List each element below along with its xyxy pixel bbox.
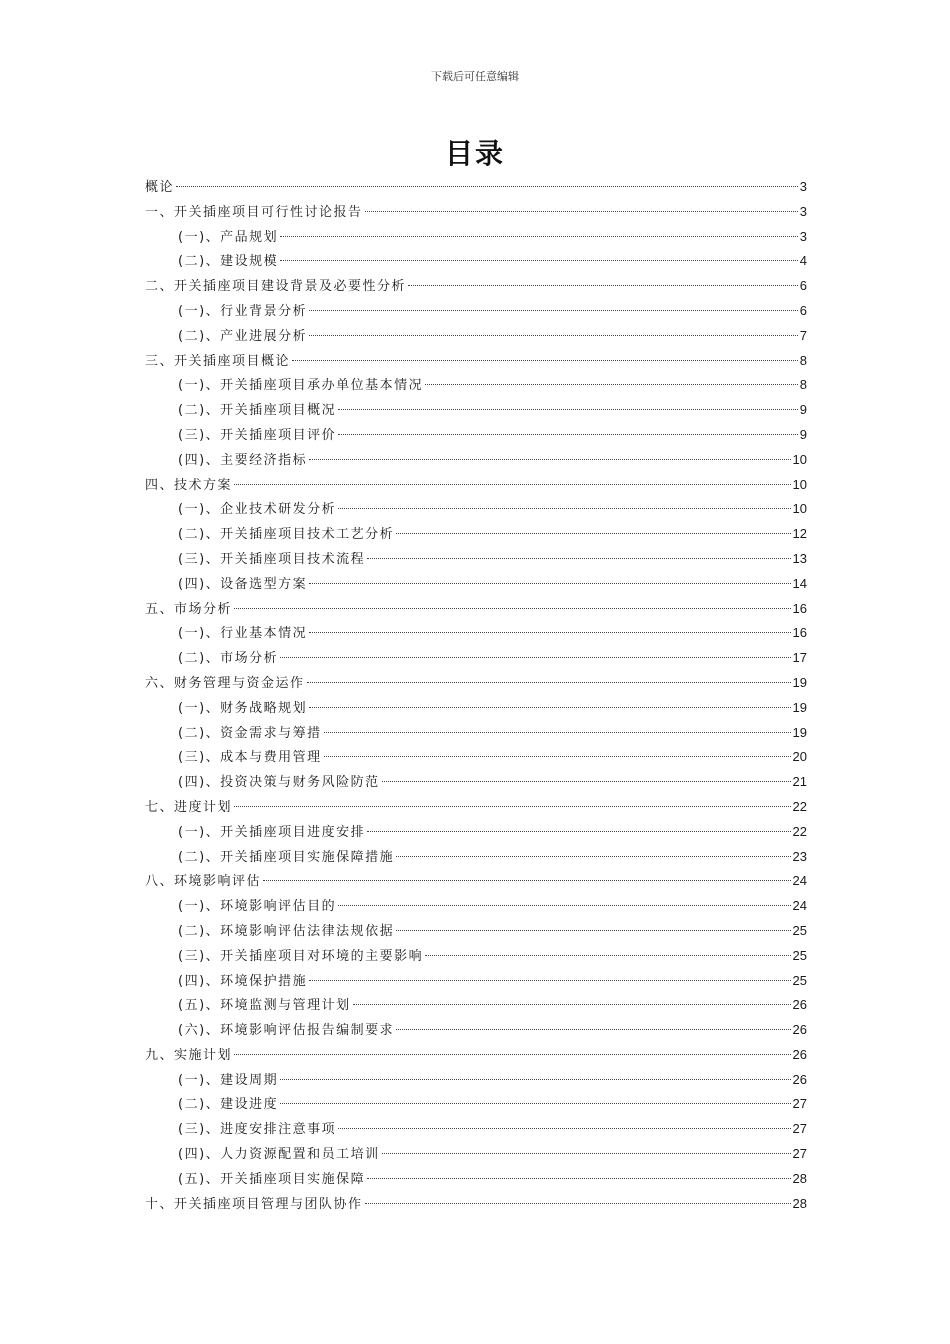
toc-entry-text: 七、进度计划 — [145, 799, 233, 815]
toc-entry-page: 17 — [792, 650, 807, 666]
toc-entry-page: 8 — [799, 377, 807, 393]
toc-dot-leader — [280, 657, 790, 658]
toc-entry[interactable] — [145, 671, 807, 696]
toc-entry-page: 28 — [792, 1195, 807, 1211]
toc-entry-text: (二)、资金需求与筹措 — [178, 725, 322, 741]
toc-dot-leader — [234, 608, 791, 609]
toc-entry-page: 25 — [792, 922, 807, 938]
toc-entry-text: (四)、人力资源配置和员工培训 — [178, 1147, 380, 1163]
toc-dot-leader — [280, 260, 798, 261]
toc-entry-text: (二)、开关插座项目实施保障措施 — [178, 849, 395, 865]
toc-entry-text: (一)、行业基本情况 — [178, 626, 308, 642]
toc-entry[interactable] — [145, 1167, 807, 1192]
toc-entry-text: 六、财务管理与资金运作 — [145, 675, 305, 691]
toc-entry-text: (四)、主要经济指标 — [178, 452, 308, 468]
toc-entry[interactable] — [145, 919, 807, 944]
toc-entry[interactable] — [145, 770, 807, 795]
toc-dot-leader — [280, 1103, 790, 1104]
toc-entry-text: (三)、开关插座项目对环境的主要影响 — [178, 948, 424, 964]
toc-entry-page: 16 — [792, 600, 807, 616]
toc-dot-leader — [309, 583, 790, 584]
toc-entry[interactable] — [145, 820, 807, 845]
toc-entry-text: (二)、建设进度 — [178, 1097, 279, 1113]
toc-entry-text: (二)、建设规模 — [178, 254, 279, 270]
toc-entry-text: (三)、进度安排注意事项 — [178, 1122, 337, 1138]
toc-dot-leader — [367, 831, 790, 832]
toc-entry-page: 25 — [792, 972, 807, 988]
toc-entry[interactable] — [145, 200, 807, 225]
toc-dot-leader — [396, 533, 790, 534]
toc-dot-leader — [396, 930, 790, 931]
toc-entry[interactable] — [145, 1192, 807, 1217]
toc-entry[interactable] — [145, 324, 807, 349]
toc-entry-page: 27 — [792, 1146, 807, 1162]
toc-entry-text: (三)、成本与费用管理 — [178, 750, 322, 766]
toc-dot-leader — [280, 1079, 790, 1080]
toc-entry-page: 19 — [792, 699, 807, 715]
toc-dot-leader — [324, 732, 791, 733]
toc-entry-page: 23 — [792, 848, 807, 864]
toc-entry-page: 7 — [799, 327, 807, 343]
toc-entry[interactable] — [145, 745, 807, 770]
toc-dot-leader — [338, 905, 790, 906]
toc-entry-text: (二)、市场分析 — [178, 651, 279, 667]
toc-entry-page: 27 — [792, 1096, 807, 1112]
toc-entry-page: 12 — [792, 526, 807, 542]
toc-entry-page: 19 — [792, 724, 807, 740]
toc-entry[interactable] — [145, 795, 807, 820]
toc-entry-text: 一、开关插座项目可行性讨论报告 — [145, 204, 363, 220]
toc-entry-text: (二)、产业进展分析 — [178, 328, 308, 344]
toc-dot-leader — [309, 632, 790, 633]
toc-entry-text: (四)、设备选型方案 — [178, 576, 308, 592]
toc-entry-text: 概论 — [145, 180, 175, 195]
toc-entry-text: (一)、产品规划 — [178, 229, 279, 245]
toc-entry-page: 3 — [799, 203, 807, 219]
toc-entry-page: 26 — [792, 1071, 807, 1087]
toc-dot-leader — [309, 335, 798, 336]
toc-entry[interactable] — [145, 448, 807, 473]
toc-dot-leader — [324, 756, 791, 757]
toc-entry-text: (四)、投资决策与财务风险防范 — [178, 775, 380, 791]
toc-entry[interactable] — [145, 721, 807, 746]
toc-dot-leader — [234, 806, 791, 807]
toc-entry-page: 27 — [792, 1121, 807, 1137]
toc-entry-page: 28 — [792, 1170, 807, 1186]
toc-entry-text: (五)、开关插座项目实施保障 — [178, 1171, 366, 1187]
toc-entry[interactable] — [145, 175, 807, 200]
toc-entry[interactable] — [145, 993, 807, 1018]
toc-entry-text: (一)、企业技术研发分析 — [178, 502, 337, 518]
toc-entry[interactable] — [145, 522, 807, 547]
toc-entry-text: 二、开关插座项目建设背景及必要性分析 — [145, 279, 407, 295]
toc-list — [145, 175, 807, 1216]
toc-dot-leader — [338, 409, 798, 410]
toc-dot-leader — [365, 211, 798, 212]
toc-entry[interactable] — [145, 398, 807, 423]
toc-entry[interactable] — [145, 894, 807, 919]
toc-entry-page: 26 — [792, 1046, 807, 1062]
toc-entry-text: (三)、开关插座项目技术流程 — [178, 551, 366, 567]
toc-dot-leader — [309, 707, 790, 708]
toc-entry-page: 16 — [792, 625, 807, 641]
toc-entry-page: 10 — [792, 501, 807, 517]
toc-dot-leader — [338, 508, 790, 509]
toc-entry-page: 22 — [792, 798, 807, 814]
toc-entry-page: 3 — [799, 228, 807, 244]
toc-entry-page: 20 — [792, 749, 807, 765]
toc-entry-text: (六)、环境影响评估报告编制要求 — [178, 1023, 395, 1039]
toc-dot-leader — [280, 236, 798, 237]
toc-dot-leader — [353, 1004, 791, 1005]
toc-dot-leader — [309, 980, 790, 981]
toc-dot-leader — [234, 1054, 791, 1055]
toc-dot-leader — [367, 1178, 790, 1179]
toc-entry-page: 9 — [799, 426, 807, 442]
toc-entry[interactable] — [145, 225, 807, 250]
toc-entry-page: 9 — [799, 402, 807, 418]
toc-dot-leader — [396, 856, 790, 857]
toc-entry[interactable] — [145, 597, 807, 622]
toc-entry[interactable] — [145, 621, 807, 646]
toc-entry[interactable] — [145, 572, 807, 597]
toc-entry[interactable] — [145, 274, 807, 299]
toc-entry-text: (四)、环境保护措施 — [178, 973, 308, 989]
toc-entry-text: 十、开关插座项目管理与团队协作 — [145, 1196, 363, 1212]
toc-dot-leader — [309, 459, 790, 460]
toc-dot-leader — [176, 186, 798, 187]
toc-entry-page: 10 — [792, 476, 807, 492]
toc-entry[interactable] — [145, 423, 807, 448]
toc-entry-text: (一)、行业背景分析 — [178, 303, 308, 319]
toc-entry-text: 九、实施计划 — [145, 1047, 233, 1063]
toc-entry-text: 五、市场分析 — [145, 601, 233, 617]
toc-dot-leader — [425, 955, 790, 956]
toc-entry-text: (一)、建设周期 — [178, 1072, 279, 1088]
toc-entry-page: 24 — [792, 898, 807, 914]
toc-entry[interactable] — [145, 1117, 807, 1142]
toc-dot-leader — [234, 484, 791, 485]
toc-entry-page: 24 — [792, 873, 807, 889]
toc-entry[interactable] — [145, 299, 807, 324]
toc-entry-page: 19 — [792, 674, 807, 690]
toc-entry-text: (二)、开关插座项目概况 — [178, 403, 337, 419]
toc-entry[interactable] — [145, 1018, 807, 1043]
toc-entry-text: (一)、开关插座项目承办单位基本情况 — [178, 378, 424, 394]
toc-entry[interactable] — [145, 1043, 807, 1068]
toc-entry-page: 26 — [792, 1022, 807, 1038]
toc-entry-page: 13 — [792, 550, 807, 566]
toc-entry-text: (一)、环境影响评估目的 — [178, 899, 337, 915]
toc-dot-leader — [396, 1029, 790, 1030]
toc-dot-leader — [408, 285, 798, 286]
toc-title: 目录 — [444, 137, 505, 170]
toc-entry-page: 22 — [792, 823, 807, 839]
toc-entry-page: 21 — [792, 774, 807, 790]
toc-entry[interactable] — [145, 373, 807, 398]
toc-dot-leader — [292, 360, 798, 361]
toc-entry-page: 14 — [792, 575, 807, 591]
header-note: 下载后可任意编辑 — [431, 70, 519, 83]
toc-dot-leader — [309, 310, 798, 311]
toc-entry[interactable] — [145, 249, 807, 274]
toc-dot-leader — [367, 558, 790, 559]
toc-dot-leader — [382, 1153, 791, 1154]
toc-entry[interactable] — [145, 1092, 807, 1117]
toc-entry-page: 3 — [799, 179, 807, 194]
toc-dot-leader — [382, 781, 791, 782]
toc-entry-text: 三、开关插座项目概论 — [145, 353, 291, 369]
toc-entry-text: (二)、开关插座项目技术工艺分析 — [178, 527, 395, 543]
toc-entry-page: 4 — [799, 253, 807, 269]
toc-entry[interactable] — [145, 646, 807, 671]
toc-entry[interactable] — [145, 349, 807, 374]
toc-entry-page: 8 — [799, 352, 807, 368]
toc-entry[interactable] — [145, 1068, 807, 1093]
toc-entry-text: (二)、环境影响评估法律法规依据 — [178, 923, 395, 939]
toc-dot-leader — [338, 1128, 790, 1129]
toc-entry[interactable] — [145, 845, 807, 870]
toc-dot-leader — [425, 384, 798, 385]
toc-entry[interactable] — [145, 969, 807, 994]
toc-dot-leader — [365, 1203, 791, 1204]
toc-entry-text: (一)、开关插座项目进度安排 — [178, 824, 366, 840]
toc-entry[interactable] — [145, 547, 807, 572]
toc-entry[interactable] — [145, 473, 807, 498]
toc-entry[interactable] — [145, 944, 807, 969]
toc-entry-text: 四、技术方案 — [145, 477, 233, 493]
toc-dot-leader — [263, 880, 791, 881]
toc-entry[interactable] — [145, 696, 807, 721]
toc-entry-text: (三)、开关插座项目评价 — [178, 427, 337, 443]
toc-dot-leader — [338, 434, 798, 435]
toc-entry[interactable] — [145, 1142, 807, 1167]
toc-entry-page: 6 — [799, 278, 807, 294]
toc-dot-leader — [307, 682, 791, 683]
toc-entry-text: 八、环境影响评估 — [145, 874, 262, 890]
toc-entry-page: 10 — [792, 451, 807, 467]
toc-entry-text: (五)、环境监测与管理计划 — [178, 998, 351, 1014]
toc-entry-page: 26 — [792, 997, 807, 1013]
toc-entry-page: 6 — [799, 302, 807, 318]
toc-entry[interactable] — [145, 497, 807, 522]
toc-entry[interactable] — [145, 869, 807, 894]
toc-entry-text: (一)、财务战略规划 — [178, 700, 308, 716]
toc-entry-page: 25 — [792, 947, 807, 963]
